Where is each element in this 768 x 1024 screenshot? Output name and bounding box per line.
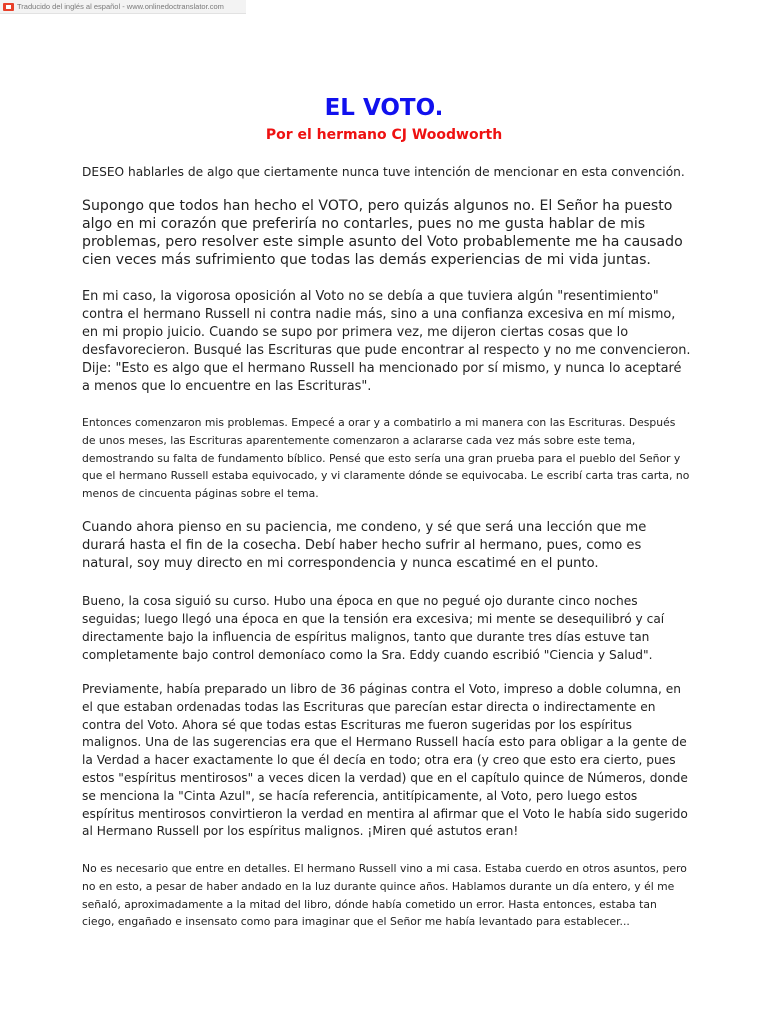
paragraph-6: Bueno, la cosa siguió su curso. Hubo una época en que no pegué ojo durante cinco noches seguidas; luego llegó una época en que la tensión era excesiva; mi mente se desequilibró y caí directamente bajo la influencia de espíritus malignos, tanto que durante tres días estuve tan completamente bajo control demoníaco como la Sra. Eddy cuando escribió "Ciencia y Salud". bbox=[82, 594, 665, 662]
paragraph-4: Entonces comenzaron mis problemas. Empecé a orar y a combatirlo a mi manera con las Escrituras. Después de unos meses, las Escrituras aparentemente comenzaron a aclararse cada vez más sobre este tema, demostrando su falta de fundamento bíblico. Pensé que esto sería una gran prueba para el pueblo del Señor y que el hermano Russell estaba equivocado, y vi claramente dónde se equivocaba. Le escribí carta tras carta, no menos de cincuenta páginas sobre el tema. bbox=[82, 416, 690, 501]
paragraph-2: Supongo que todos han hecho el VOTO, pero quizás algunos no. El Señor ha puesto algo en mi corazón que preferiría no contarles, pues no me gusta hablar de mis problemas, pero resolver este simple asunto del Voto probablemente me ha causado cien veces más sufrimiento que todas las demás experiencias de mi vida juntas. bbox=[82, 198, 683, 268]
document-title: EL VOTO. bbox=[324, 95, 444, 121]
translator-banner-text[interactable]: Traducido del inglés al español - www.onlinedoctranslator.com bbox=[17, 2, 224, 11]
paragraph-8: No es necesario que entre en detalles. El hermano Russell vino a mi casa. Estaba cuerdo en otros asuntos, pero no en esto, a pesar de haber andado en la luz durante quince años. Hablamos durante un día entero, y él me señaló, aproximadamente a la mitad del libro, dónde había cometido un error. Hasta entonces, estaba tan ciego, engañado e insensato como para imaginar que el Señor me había levantado para establecer... bbox=[82, 862, 687, 929]
paragraph-3: En mi caso, la vigorosa oposición al Voto no se debía a que tuviera algún "resentimiento" contra el hermano Russell ni contra nadie más, sino a una confianza excesiva en mí mismo, en mi propio juicio. Cuando se supo por primera vez, me dijeron ciertas cosas que lo desfavorecieron. Busqué las Escrituras que pude encontrar al respecto y no me convencieron. Dije: "Esto es algo que el hermano Russell ha mencionado por sí mismo, y nunca lo aceptaré a menos que lo encuentre en las Escrituras". bbox=[82, 289, 691, 394]
translator-logo-icon bbox=[3, 3, 14, 11]
translator-banner[interactable] bbox=[0, 0, 246, 14]
paragraph-1: DESEO hablarles de algo que ciertamente nunca tuve intención de mencionar en esta convención. bbox=[82, 165, 685, 179]
paragraph-7: Previamente, había preparado un libro de 36 páginas contra el Voto, impreso a doble columna, en el que estaban ordenadas todas las Escrituras que parecían estar directa o indirectamente en contra del Voto. Ahora sé que todas estas Escrituras me fueron sugeridas por los espíritus malignos. Una de las sugerencias era que el Hermano Russell hacía esto para obligar a la gente de la Verdad a hacer exactamente lo que él decía en todo; otra era (y creo que esto era cierto, pues estos "espíritus mentirosos" a veces dicen la verdad) que en el capítulo quince de Números, donde se menciona la "Cinta Azul", se hacía referencia, antitípicamente, al Voto, pero luego estos espíritus mentirosos convirtieron la verdad en mentira al afirmar que el Voto le había sido sugerido al Hermano Russell por los espíritus malignos. ¡Miren qué astutos eran! bbox=[82, 682, 688, 839]
paragraph-5: Cuando ahora pienso en su paciencia, me condeno, y sé que será una lección que me durará hasta el fin de la cosecha. Debí haber hecho sufrir al hermano, pues, como es natural, soy muy directo en mi correspondencia y nunca escatimé en el punto. bbox=[82, 520, 647, 571]
document-subtitle: Por el hermano CJ Woodworth bbox=[265, 127, 503, 143]
